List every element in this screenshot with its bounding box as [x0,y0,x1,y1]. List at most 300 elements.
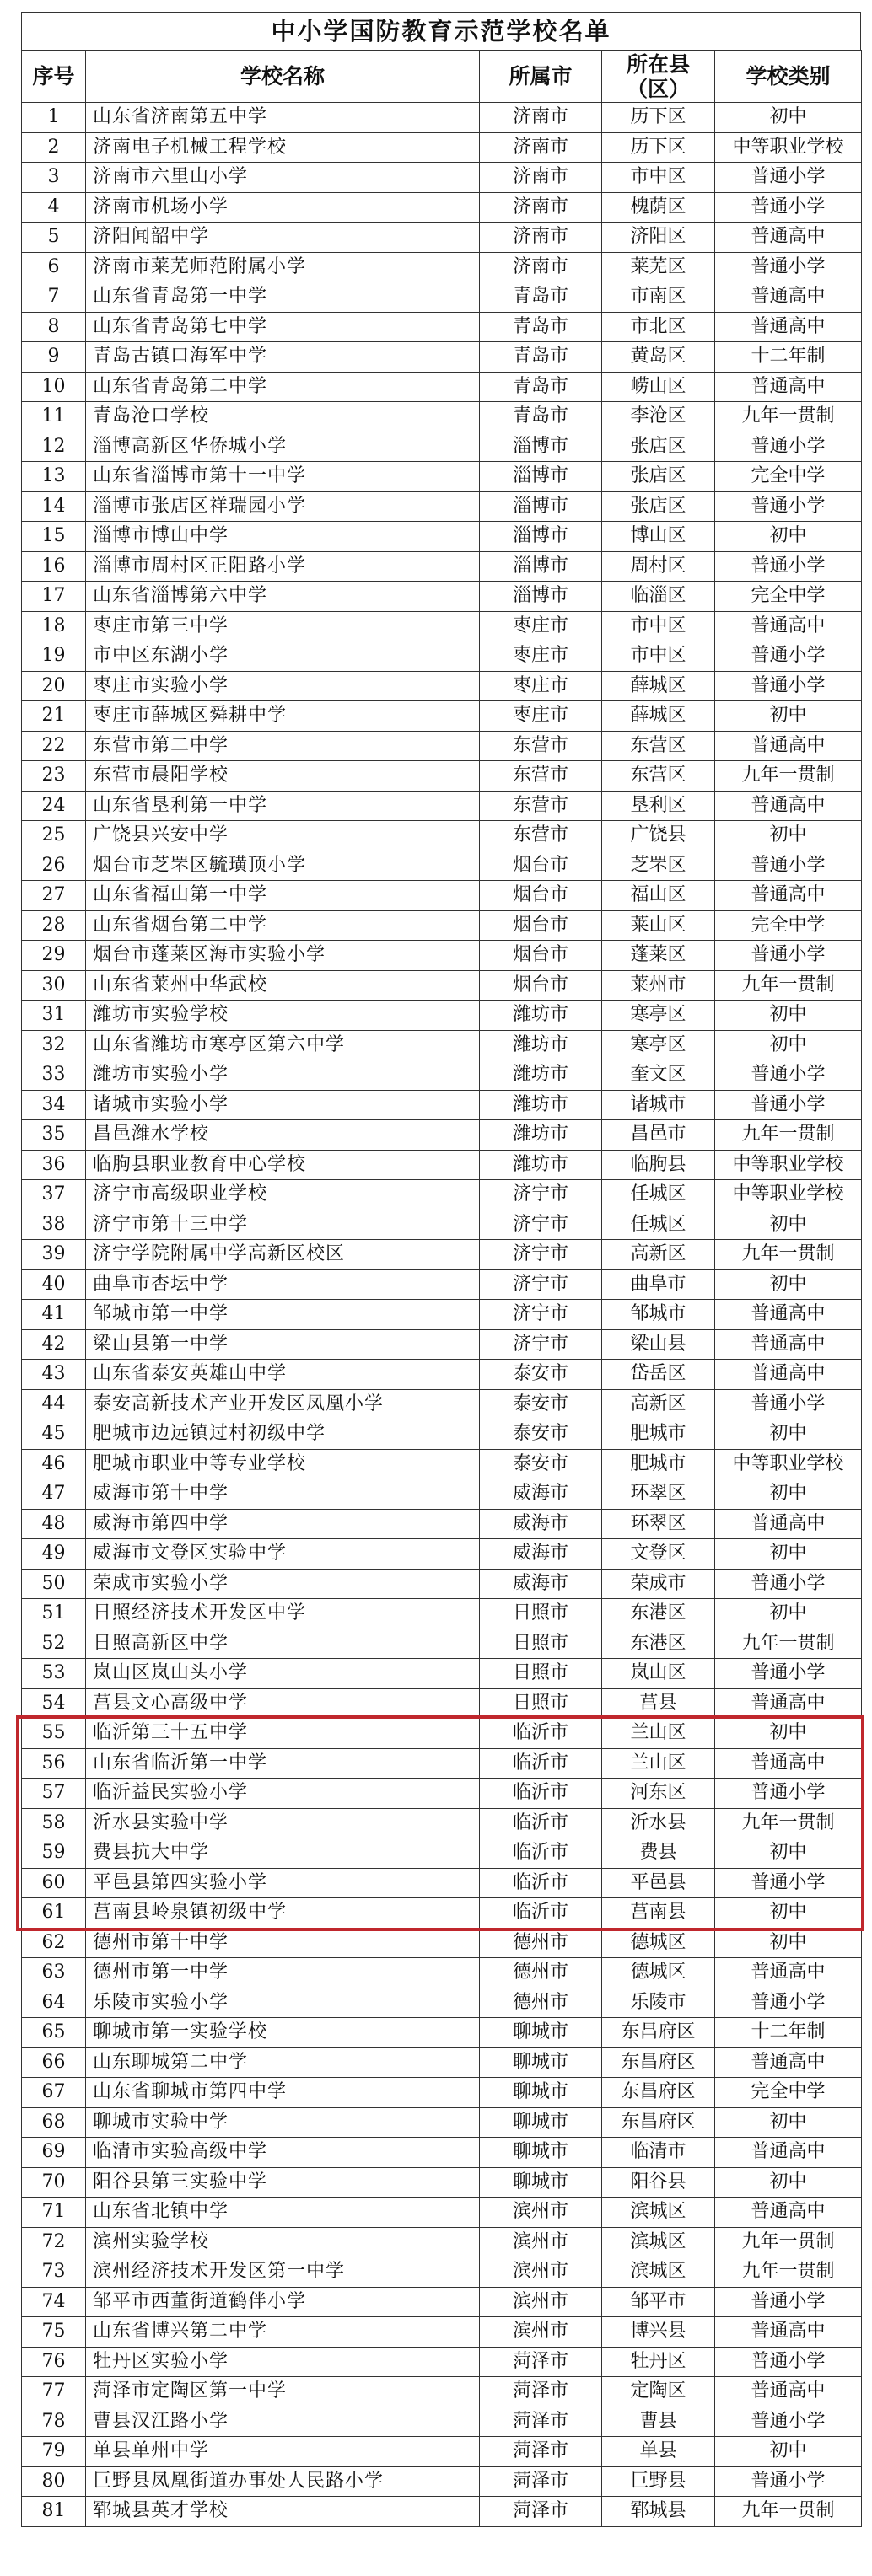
table-row [22,372,862,402]
city: 聊城市 [480,2107,602,2138]
school-type: 普通高中 [715,1688,862,1719]
school-name: 曲阜市杏坛中学 [86,1269,480,1300]
row-index: 27 [22,881,86,911]
row-index: 45 [22,1419,86,1450]
table-row [22,223,862,253]
county: 巨野县 [602,2466,715,2497]
row-index: 54 [22,1688,86,1719]
table-row [22,1629,862,1659]
county: 李沧区 [602,402,715,432]
table-row [22,1300,862,1330]
school-name: 东营市晨阳学校 [86,761,480,792]
table-row [22,671,862,701]
school-name: 山东省淄博市第十一中学 [86,462,480,492]
county: 张店区 [602,432,715,462]
school-name: 枣庄市薛城区舜耕中学 [86,701,480,732]
city: 济宁市 [480,1210,602,1240]
school-name: 德州市第一中学 [86,1958,480,1988]
table-row [22,1748,862,1779]
row-index: 41 [22,1300,86,1330]
school-type: 普通小学 [715,432,862,462]
county: 兰山区 [602,1748,715,1779]
school-name: 临朐县职业教育中心学校 [86,1150,480,1180]
county: 历下区 [602,103,715,133]
city: 青岛市 [480,372,602,402]
county: 张店区 [602,491,715,522]
table-row [22,1958,862,1988]
school-type: 中等职业学校 [715,1449,862,1479]
city: 济南市 [480,252,602,282]
city: 济南市 [480,223,602,253]
table-row [22,1060,862,1091]
table-row [22,2257,862,2288]
school-type: 九年一贯制 [715,970,862,1001]
school-name: 山东省潍坊市寒亭区第六中学 [86,1030,480,1060]
table-row [22,1688,862,1719]
city: 济南市 [480,192,602,223]
school-type: 普通高中 [715,372,862,402]
county: 莒南县 [602,1898,715,1929]
county: 邹平市 [602,2287,715,2317]
row-index: 16 [22,551,86,582]
county: 定陶区 [602,2377,715,2407]
header-county: 所在县（区） [602,51,715,103]
school-name: 烟台市蓬莱区海市实验小学 [86,941,480,971]
county: 曲阜市 [602,1269,715,1300]
row-index: 3 [22,163,86,193]
row-index: 75 [22,2317,86,2348]
table-row [22,1868,862,1898]
city: 威海市 [480,1509,602,1539]
county: 高新区 [602,1389,715,1419]
school-type: 普通小学 [715,641,862,672]
row-index: 22 [22,731,86,761]
row-index: 80 [22,2466,86,2497]
city: 聊城市 [480,2167,602,2198]
row-index: 56 [22,1748,86,1779]
city: 烟台市 [480,910,602,941]
row-index: 7 [22,282,86,313]
row-index: 18 [22,611,86,641]
city: 济南市 [480,132,602,163]
city: 泰安市 [480,1360,602,1390]
city: 济南市 [480,163,602,193]
row-index: 10 [22,372,86,402]
school-name: 郓城县英才学校 [86,2497,480,2527]
school-name: 山东省青岛第七中学 [86,312,480,342]
school-name: 山东省青岛第一中学 [86,282,480,313]
row-index: 40 [22,1269,86,1300]
county: 奎文区 [602,1060,715,1091]
county: 曹县 [602,2407,715,2437]
school-name: 泰安高新技术产业开发区凤凰小学 [86,1389,480,1419]
row-index: 64 [22,1988,86,2018]
county: 滨城区 [602,2198,715,2228]
school-name: 聊城市实验中学 [86,2107,480,2138]
school-name: 临沂第三十五中学 [86,1719,480,1749]
table-row [22,1389,862,1419]
school-name: 菏泽市定陶区第一中学 [86,2377,480,2407]
school-name: 单县单州中学 [86,2437,480,2467]
city: 滨州市 [480,2198,602,2228]
row-index: 8 [22,312,86,342]
school-type: 普通小学 [715,1868,862,1898]
county: 蓬莱区 [602,941,715,971]
county: 济阳区 [602,223,715,253]
school-type: 普通高中 [715,223,862,253]
city: 淄博市 [480,551,602,582]
city: 菏泽市 [480,2377,602,2407]
table-row [22,2078,862,2108]
county: 乐陵市 [602,1988,715,2018]
city: 临沂市 [480,1868,602,1898]
school-name: 临清市实验高级中学 [86,2138,480,2168]
table-row [22,163,862,193]
table-row [22,2377,862,2407]
county: 任城区 [602,1180,715,1210]
school-type: 普通高中 [715,1748,862,1779]
school-name: 平邑县第四实验小学 [86,1868,480,1898]
table-row [22,312,862,342]
school-type: 完全中学 [715,462,862,492]
school-type: 普通小学 [715,1389,862,1419]
city: 菏泽市 [480,2466,602,2497]
school-type: 普通高中 [715,1509,862,1539]
county: 寒亭区 [602,1030,715,1060]
row-index: 24 [22,791,86,821]
county: 任城区 [602,1210,715,1240]
school-type: 九年一贯制 [715,2257,862,2288]
school-name: 日照高新区中学 [86,1629,480,1659]
city: 日照市 [480,1599,602,1629]
row-index: 65 [22,2018,86,2048]
county: 牡丹区 [602,2347,715,2377]
school-name: 威海市文登区实验中学 [86,1539,480,1570]
table-row [22,1539,862,1570]
table-row [22,1329,862,1360]
school-type: 完全中学 [715,2078,862,2108]
row-index: 26 [22,851,86,881]
school-type: 普通小学 [715,1659,862,1689]
county: 莒县 [602,1688,715,1719]
school-name: 济南电子机械工程学校 [86,132,480,163]
school-type: 初中 [715,103,862,133]
city: 淄博市 [480,462,602,492]
school-type: 普通高中 [715,2198,862,2228]
school-type: 普通高中 [715,881,862,911]
table-row [22,2317,862,2348]
table-row [22,701,862,732]
city: 烟台市 [480,970,602,1001]
school-type: 普通小学 [715,192,862,223]
table-row [22,1719,862,1749]
table-row [22,2497,862,2527]
school-type: 普通小学 [715,491,862,522]
school-name: 山东省济南第五中学 [86,103,480,133]
county: 费县 [602,1838,715,1869]
row-index: 44 [22,1389,86,1419]
row-index: 21 [22,701,86,732]
county: 梁山县 [602,1329,715,1360]
table-row [22,851,862,881]
table-row [22,2107,862,2138]
county: 市中区 [602,163,715,193]
row-index: 48 [22,1509,86,1539]
table-row [22,252,862,282]
city: 淄博市 [480,432,602,462]
row-index: 71 [22,2198,86,2228]
county: 沂水县 [602,1808,715,1838]
county: 阳谷县 [602,2167,715,2198]
row-index: 67 [22,2078,86,2108]
city: 泰安市 [480,1389,602,1419]
city: 威海市 [480,1479,602,1510]
city: 威海市 [480,1569,602,1599]
school-type: 初中 [715,1928,862,1958]
city: 青岛市 [480,402,602,432]
county: 东营区 [602,761,715,792]
city: 东营市 [480,761,602,792]
row-index: 72 [22,2227,86,2257]
county: 环翠区 [602,1479,715,1510]
city: 泰安市 [480,1449,602,1479]
city: 菏泽市 [480,2497,602,2527]
county: 高新区 [602,1240,715,1270]
table-row [22,970,862,1001]
school-type: 初中 [715,1419,862,1450]
row-index: 36 [22,1150,86,1180]
county: 崂山区 [602,372,715,402]
school-type: 普通小学 [715,2287,862,2317]
row-index: 13 [22,462,86,492]
school-name: 德州市第十中学 [86,1928,480,1958]
county: 兰山区 [602,1719,715,1749]
school-name: 枣庄市第三中学 [86,611,480,641]
school-type: 初中 [715,522,862,552]
school-name: 青岛沧口学校 [86,402,480,432]
school-type: 普通小学 [715,1779,862,1809]
school-type: 十二年制 [715,2018,862,2048]
county: 滨城区 [602,2257,715,2288]
row-index: 76 [22,2347,86,2377]
city: 烟台市 [480,881,602,911]
row-index: 32 [22,1030,86,1060]
school-name: 牡丹区实验小学 [86,2347,480,2377]
row-index: 4 [22,192,86,223]
school-type: 普通高中 [715,282,862,313]
city: 东营市 [480,821,602,851]
row-index: 51 [22,1599,86,1629]
table-row [22,432,862,462]
county: 市北区 [602,312,715,342]
table-row [22,2227,862,2257]
table-row [22,2198,862,2228]
school-name: 梁山县第一中学 [86,1329,480,1360]
county: 历下区 [602,132,715,163]
school-name: 济宁学院附属中学高新区校区 [86,1240,480,1270]
table-row [22,791,862,821]
school-name: 诸城市实验小学 [86,1090,480,1120]
school-type: 九年一贯制 [715,402,862,432]
city: 潍坊市 [480,1060,602,1091]
county: 福山区 [602,881,715,911]
document-title: 中小学国防教育示范学校名单 [21,12,861,50]
school-name: 济宁市高级职业学校 [86,1180,480,1210]
city: 滨州市 [480,2317,602,2348]
city: 济宁市 [480,1269,602,1300]
county: 滨城区 [602,2227,715,2257]
school-type: 普通小学 [715,2347,862,2377]
school-type: 普通小学 [715,2466,862,2497]
school-type: 普通小学 [715,163,862,193]
row-index: 81 [22,2497,86,2527]
school-name: 威海市第四中学 [86,1509,480,1539]
row-index: 19 [22,641,86,672]
county: 诸城市 [602,1090,715,1120]
school-type: 普通高中 [715,2317,862,2348]
school-name: 山东聊城第二中学 [86,2047,480,2078]
county: 薛城区 [602,701,715,732]
school-name: 巨野县凤凰街道办事处人民路小学 [86,2466,480,2497]
table-header-row [22,51,862,103]
city: 滨州市 [480,2227,602,2257]
row-index: 79 [22,2437,86,2467]
school-type: 普通高中 [715,2377,862,2407]
school-name: 济南市六里山小学 [86,163,480,193]
table-row [22,2347,862,2377]
row-index: 28 [22,910,86,941]
city: 滨州市 [480,2257,602,2288]
city: 潍坊市 [480,1090,602,1120]
school-name: 济南市莱芜师范附属小学 [86,252,480,282]
school-type: 普通高中 [715,2047,862,2078]
county: 德城区 [602,1928,715,1958]
school-name: 邹城市第一中学 [86,1300,480,1330]
school-type: 九年一贯制 [715,1629,862,1659]
table-row [22,1599,862,1629]
county: 岚山区 [602,1659,715,1689]
table-row [22,1419,862,1450]
school-name: 肥城市边远镇过村初级中学 [86,1419,480,1450]
table-row [22,1988,862,2018]
school-type: 初中 [715,1719,862,1749]
header-city: 所属市 [480,51,602,103]
county: 郓城县 [602,2497,715,2527]
city: 聊城市 [480,2047,602,2078]
county: 临朐县 [602,1150,715,1180]
school-name: 青岛古镇口海军中学 [86,342,480,373]
county: 岱岳区 [602,1360,715,1390]
row-index: 25 [22,821,86,851]
school-type: 中等职业学校 [715,132,862,163]
row-index: 20 [22,671,86,701]
school-type: 普通高中 [715,611,862,641]
county: 东昌府区 [602,2078,715,2108]
school-name: 山东省青岛第二中学 [86,372,480,402]
table-row [22,1269,862,1300]
city: 滨州市 [480,2287,602,2317]
table-row [22,1150,862,1180]
city: 潍坊市 [480,1030,602,1060]
school-name: 潍坊市实验学校 [86,1001,480,1031]
table-row [22,1928,862,1958]
row-index: 55 [22,1719,86,1749]
school-name: 沂水县实验中学 [86,1808,480,1838]
row-index: 63 [22,1958,86,1988]
school-name: 山东省临沂第一中学 [86,1748,480,1779]
city: 淄博市 [480,582,602,612]
row-index: 35 [22,1120,86,1151]
school-name: 昌邑潍水学校 [86,1120,480,1151]
county: 广饶县 [602,821,715,851]
row-index: 77 [22,2377,86,2407]
county: 河东区 [602,1779,715,1809]
table-row [22,1808,862,1838]
table-row [22,1210,862,1240]
school-type: 完全中学 [715,910,862,941]
header-index: 序号 [22,51,86,103]
school-name: 聊城市第一实验学校 [86,2018,480,2048]
school-name: 淄博市周村区正阳路小学 [86,551,480,582]
school-type: 普通小学 [715,1569,862,1599]
city: 枣庄市 [480,611,602,641]
county: 平邑县 [602,1868,715,1898]
row-index: 11 [22,402,86,432]
county: 临清市 [602,2138,715,2168]
city: 临沂市 [480,1898,602,1929]
city: 潍坊市 [480,1001,602,1031]
row-index: 60 [22,1868,86,1898]
table-row [22,821,862,851]
row-index: 29 [22,941,86,971]
table-row [22,402,862,432]
county: 垦利区 [602,791,715,821]
school-name: 滨州经济技术开发区第一中学 [86,2257,480,2288]
row-index: 52 [22,1629,86,1659]
table-row [22,1898,862,1929]
city: 临沂市 [480,1808,602,1838]
county: 东昌府区 [602,2018,715,2048]
city: 临沂市 [480,1748,602,1779]
county: 东营区 [602,731,715,761]
school-type: 普通小学 [715,671,862,701]
county: 市中区 [602,611,715,641]
school-type: 普通小学 [715,1060,862,1091]
city: 枣庄市 [480,701,602,732]
table-row [22,1479,862,1510]
county: 德城区 [602,1958,715,1988]
row-index: 6 [22,252,86,282]
county: 薛城区 [602,671,715,701]
county: 肥城市 [602,1449,715,1479]
row-index: 37 [22,1180,86,1210]
table-row [22,731,862,761]
table-row [22,641,862,672]
school-type: 普通高中 [715,312,862,342]
city: 菏泽市 [480,2407,602,2437]
row-index: 30 [22,970,86,1001]
city: 济南市 [480,103,602,133]
school-name: 滨州实验学校 [86,2227,480,2257]
county: 东昌府区 [602,2047,715,2078]
school-name: 肥城市职业中等专业学校 [86,1449,480,1479]
school-type: 初中 [715,1599,862,1629]
school-type: 初中 [715,2167,862,2198]
school-type: 初中 [715,1479,862,1510]
school-type: 初中 [715,2437,862,2467]
school-type: 初中 [715,1001,862,1031]
city: 临沂市 [480,1779,602,1809]
